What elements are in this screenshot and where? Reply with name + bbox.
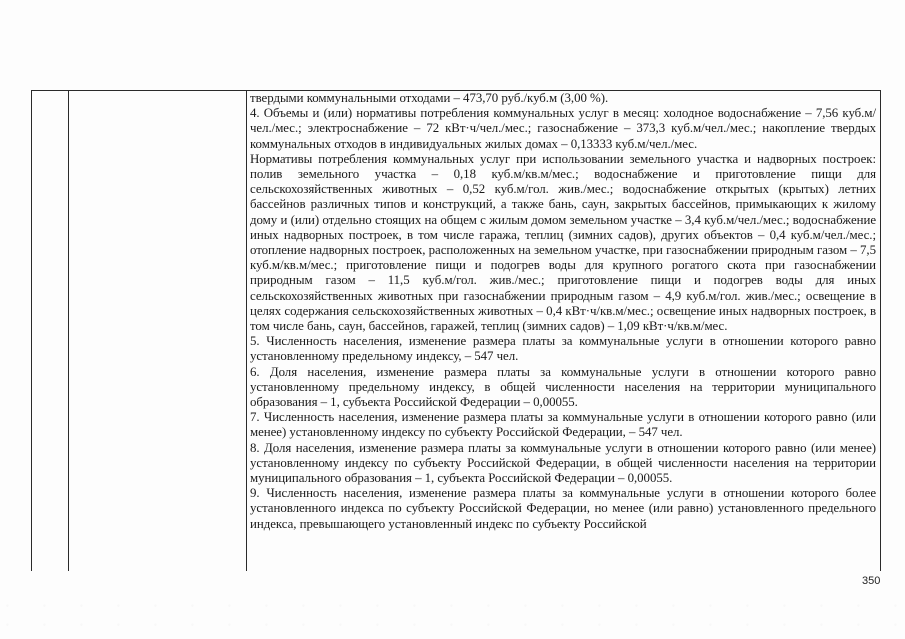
- table-column-name: [69, 91, 247, 571]
- paragraph-land-norms: Нормативы потребления коммунальных услуг при использовании земельного участка и надворных построек: полив земельного участка – 0,18 куб.м/кв.м/мес.; водоснабжение и приготовление пищи для сельскохозяйственных животных – 0,52 куб.м/гол. жив./мес.; водоснабжение открытых (крытых) летних бассейнов различных типов и конструкций, а также бань, саун, закрытых бассейнов, примыкающих к жилому дому и (или) отдельно стоящих на общем с жилым домом земельном участке – 3,4 куб.м/чел./мес.; водоснабжение иных надворных построек, в том числе гаража, теплиц (зимних садов), других объектов – 0,4 куб.м/чел./мес.; отопление надворных построек, расположенных на земельном участке, при газоснабжении природным газом – 7,5 куб.м/кв.м/мес.; приготовление пищи и подогрев воды для крупного рогатого скота при газоснабжении природным газом – 11,5 куб.м/гол. жив./мес.; приготовление пищи и подогрев воды для иных сельскохозяйственных животных при газоснабжении природным газом – 4,9 куб.м/гол. жив./мес.; освещение в целях содержания сельскохозяйственных животных – 0,4 кВт·ч/кв.м/мес.; освещение иных надворных построек, в том числе бань, саун, бассейнов, гаражей, теплиц (зимних садов) – 1,09 кВт·ч/кв.м/мес.: [250, 151, 876, 334]
- paragraph-share-regional-index: 8. Доля населения, изменение размера платы за коммунальные услуги в отношении которого равно (или менее) установленному индексу по субъекту Российской Федерации, в общей численности населения на территории муниципального образования – 1, субъекта Российской Федерации – 0,00055.: [250, 440, 876, 486]
- paragraph-population-limit-index: 5. Численность населения, изменение размера платы за коммунальные услуги в отношении которого равно установленному предельному индексу, – 547 чел.: [250, 334, 876, 364]
- table-column-content: [247, 91, 880, 571]
- paragraph-population-above-index: 9. Численность населения, изменение размера платы за коммунальные услуги в отношении которого более установленного индекса по субъекту Российской Федерации, но менее (или равно) установленного предельного индекса, превышающего установленный индекс по субъекту Российской: [250, 486, 876, 531]
- page-number: 350: [862, 575, 881, 587]
- scan-noise: [0, 600, 905, 639]
- paragraph-consumption-norms: 4. Объемы и (или) нормативы потребления коммунальных услуг в месяц: холодное водоснабжение – 7,56 куб.м/чел./мес.; электроснабжение – 72 кВт·ч/чел./мес.; газоснабжение – 373,3 куб.м/чел./мес.; накопление твердых коммунальных отходов в индивидуальных жилых домах – 0,13333 куб.м/чел./мес.: [250, 106, 876, 151]
- table-column-number: [32, 91, 69, 571]
- paragraph-share-limit-index: 6. Доля населения, изменение размера платы за коммунальные услуги в отношении которого равно установленному предельному индексу, в общей численности населения на территории муниципального образования – 1, субъекта Российской Федерации – 0,00055.: [250, 364, 876, 410]
- paragraph-tariff-tail: твердыми коммунальными отходами – 473,70 руб./куб.м (3,00 %).: [250, 91, 609, 105]
- document-table: [31, 90, 881, 571]
- paragraph-population-regional-index: 7. Численность населения, изменение размера платы за коммунальные услуги в отношении которого равно (или менее) установленному индексу по субъекту Российской Федерации, – 547 чел.: [250, 410, 876, 440]
